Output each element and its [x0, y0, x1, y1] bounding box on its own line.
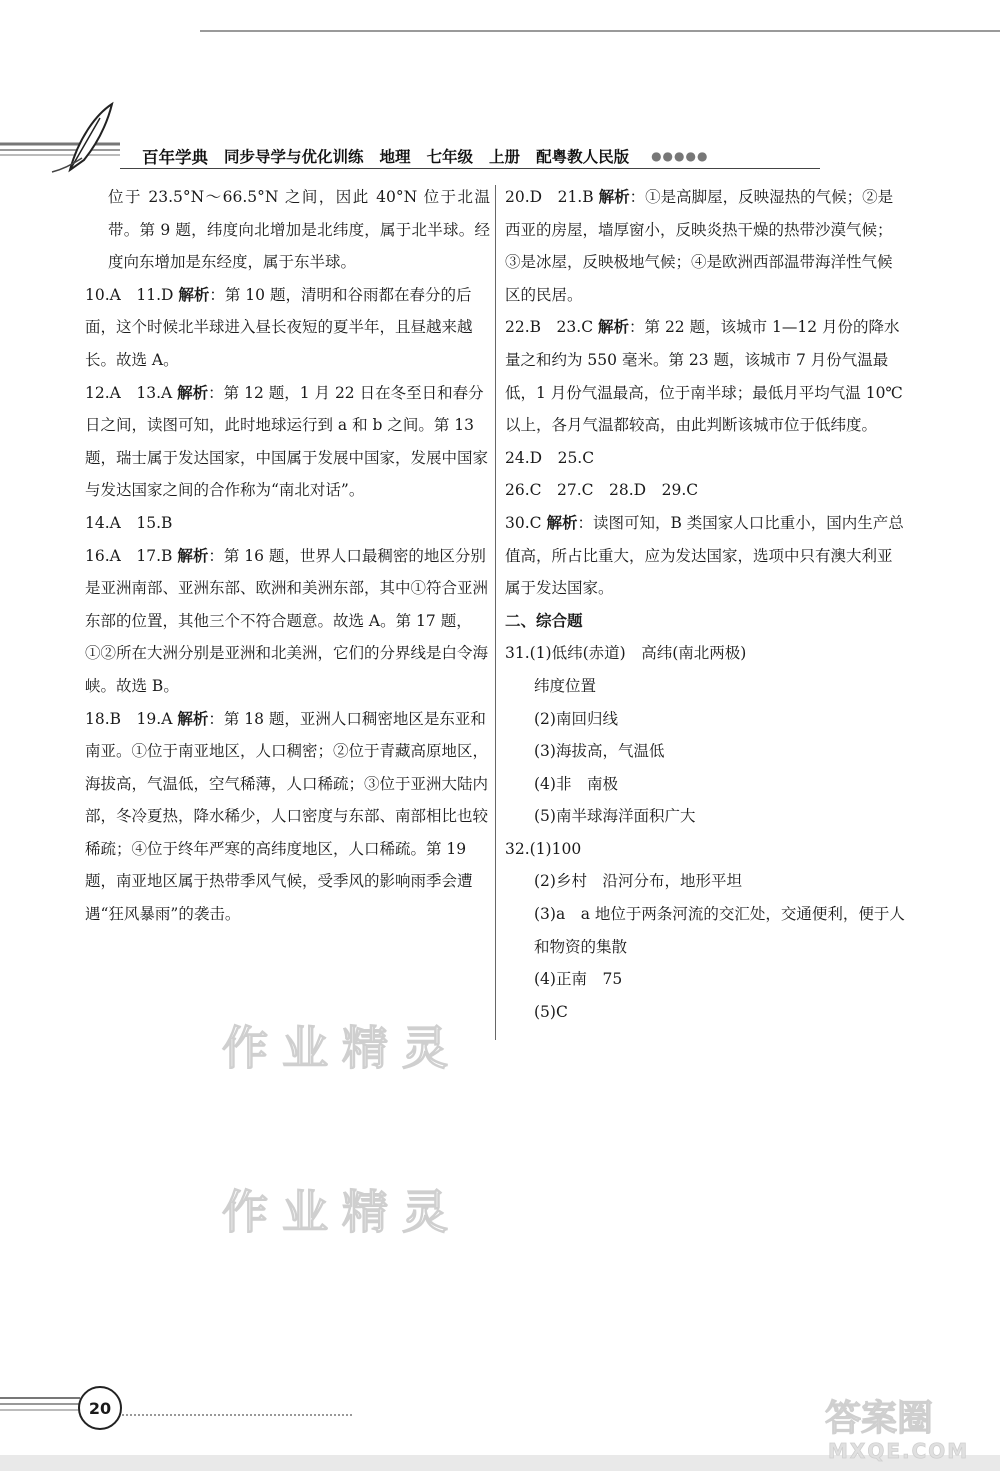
analysis-label: 解析: [177, 709, 209, 728]
analysis-text: ：第 12 题，1 月 22 日在冬至日和春分日之间，读图可知，此时地球运行到 a 和 b 之间。第 13 题，瑞士属于发达国家，中国属于发展中国家，发展中国家与发达国家之间的合作称为“南北对话”。: [85, 383, 489, 500]
site-watermark-logo: [800, 1388, 990, 1463]
header-grade: 七年级: [426, 148, 474, 166]
left-column: [85, 181, 490, 931]
answer-item: [505, 507, 905, 605]
q32-line: (2)乡村 沿河分布，地形平坦: [534, 872, 742, 891]
answer-key: 16.A 17.B: [85, 546, 173, 565]
right-column: [505, 181, 905, 1028]
continued-paragraph: 位于 23.5°N～66.5°N 之间，因此 40°N 位于北温带。第 9 题，纬度向北增加是北纬度，属于北半球。经度向东增加是东经度，属于东半球。: [108, 188, 490, 272]
question-32-head: 32.(1)100: [505, 839, 582, 858]
answer-item: [505, 474, 905, 507]
analysis-text: ：第 16 题，世界人口最稠密的地区分别是亚洲南部、亚洲东部、欧洲和美洲东部，其中①符合亚洲东部的位置，其他三个不符合题意。故选 A。第 17 题，①②所在大洲分别是亚洲和北美洲，它们的分界线是白令海峡。故选 B。: [85, 546, 489, 695]
answer-item: [505, 181, 905, 311]
q31-line: (4)非 南极: [534, 774, 618, 793]
header-rule: [120, 168, 820, 169]
answer-key: 14.A 15.B: [85, 513, 173, 532]
question-31-head: 31.(1)低纬(赤道) 高纬(南北两极): [505, 644, 747, 663]
q31-line: (2)南回归线: [534, 709, 618, 728]
section-title: 二、综合题: [505, 611, 583, 630]
analysis-text: ：第 22 题，该城市 1—12 月份的降水量之和约为 550 毫米。第 23 题，该城市 7 月份气温最低，1 月份气温最高，位于南半球；最低月平均气温 10℃ 以上，各月气温都较高，由此判断该城市位于低纬度。: [505, 318, 903, 435]
analysis-text: ：第 18 题，亚洲人口稠密地区是东亚和南亚。①位于南亚地区，人口稠密；②位于青藏高原地区，海拔高，气温低，空气稀薄，人口稀疏；③位于亚洲大陆内部，冬冷夏热，降水稀少，人口密度与东部、南部相比也较稀疏；④位于终年严寒的高纬度地区，人口稀疏。第 19 题，南亚地区属于热带季风气候，受季风的影响雨季会遭遇“狂风暴雨”的袭击。: [85, 709, 489, 924]
answer-item: [85, 540, 490, 703]
answer-item: [85, 703, 490, 931]
footer-dotted-line: [122, 1414, 352, 1416]
header-series: 同步导学与优化训练: [224, 148, 364, 166]
header-subject: 地理: [379, 148, 411, 166]
answer-key: 12.A 13.A: [85, 383, 173, 402]
header-edition: 配粤教人民版: [536, 148, 630, 166]
header-volume: 上册: [489, 148, 521, 166]
feather-pen-icon: [0, 100, 130, 180]
q32-line: (4)正南 75: [534, 970, 623, 989]
page-number: 20: [78, 1386, 122, 1430]
answer-item: [505, 311, 905, 441]
q31-line: 纬度位置: [534, 676, 597, 695]
answer-key: 22.B 23.C: [505, 318, 594, 337]
answer-item: [505, 442, 905, 475]
header-dots-decoration: ●●●●●: [651, 149, 709, 163]
answer-item: [85, 507, 490, 540]
answer-key: 24.D 25.C: [505, 448, 595, 467]
q32-line: (3)a a 地位于两条河流的交汇处，交通便利，便于人和物资的集散: [534, 905, 905, 956]
q31-line: (3)海拔高，气温低: [534, 742, 665, 761]
analysis-label: 解析: [598, 188, 630, 206]
answer-key: 18.B 19.A: [85, 709, 173, 728]
analysis-label: 解析: [598, 318, 630, 337]
q31-line: (5)南半球海洋面积广大: [534, 807, 696, 826]
site-mark-bottom: MXQE.COM: [828, 1439, 970, 1463]
answer-item: [85, 377, 490, 507]
q32-line: (5)C: [534, 1002, 568, 1021]
watermark: 作业精灵: [222, 1021, 462, 1075]
analysis-label: 解析: [177, 383, 209, 402]
answer-item: [85, 279, 490, 377]
analysis-text: ：①是高脚屋，反映湿热的气候；②是西亚的房屋，墙厚窗小，反映炎热干燥的热带沙漠气候；③是冰屋，反映极地气候；④是欧洲西部温带海洋性气候区的民居。: [505, 188, 894, 304]
answer-key: 30.C: [505, 513, 542, 532]
analysis-label: 解析: [177, 546, 209, 565]
analysis-label: 解析: [178, 285, 210, 304]
top-rule: [200, 30, 1000, 32]
header-brand: 百年学典: [142, 148, 208, 167]
footer-speed-lines-icon: [0, 1380, 90, 1430]
analysis-label: 解析: [546, 513, 578, 532]
site-mark-top: 答案圈: [825, 1398, 934, 1439]
page-header: [142, 142, 708, 170]
column-divider: [495, 185, 496, 1040]
analysis-text: ：读图可知，B 类国家人口比重小，国内生产总值高，所占比重大，应为发达国家，选项中只有澳大利亚属于发达国家。: [505, 513, 904, 598]
analysis-text: ：第 10 题，清明和谷雨都在春分的后面，这个时候北半球进入昼长夜短的夏半年，且昼越来越长。故选 A。: [85, 285, 473, 369]
answer-key: 20.D 21.B: [505, 188, 594, 206]
answer-key: 26.C 27.C 28.D 29.C: [505, 481, 699, 500]
answer-key: 10.A 11.D: [85, 285, 174, 304]
watermark: 作业精灵: [222, 1185, 462, 1239]
